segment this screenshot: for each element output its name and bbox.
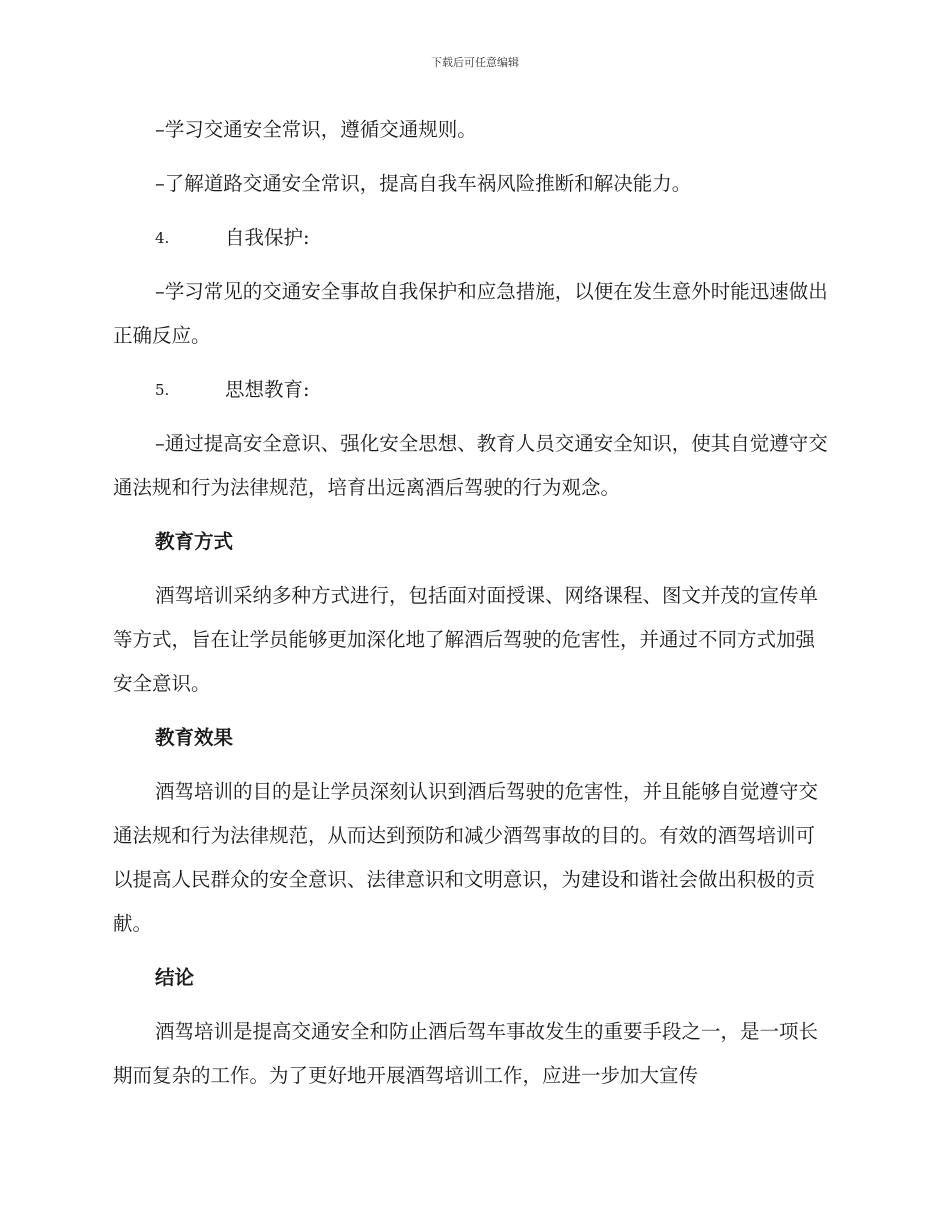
paragraph-ideology: –通过提高安全意识、强化安全思想、教育人员交通安全知识，使其自觉遵守交通法规和行为法律规范，培育出远离酒后驾驶的行为观念。 bbox=[113, 432, 828, 499]
paragraph-road-safety: –了解道路交通安全常识，提高自我车祸风险推断和解决能力。 bbox=[155, 172, 692, 195]
list-item-5 bbox=[113, 368, 833, 412]
list-item-4 bbox=[113, 216, 833, 260]
paragraph-traffic-rules: –学习交通安全常识，遵循交通规则。 bbox=[155, 118, 477, 141]
section-heading-conclusion: 结论 bbox=[155, 966, 195, 989]
paragraph-conclusion: 酒驾培训是提高交通安全和防止酒后驾车事故发生的重要手段之一，是一项长期而复杂的工作。为了更好地开展酒驾培训工作，应进一步加大宣传 bbox=[113, 1020, 819, 1087]
paragraph-effects: 酒驾培训的目的是让学员深刻认识到酒后驾驶的危害性，并且能够自觉遵守交通法规和行为法律规范，从而达到预防和减少酒驾事故的目的。有效的酒驾培训可以提高人民群众的安全意识、法律意识和文明意识，为建设和谐社会做出积极的贡献。 bbox=[113, 780, 819, 935]
page-header: 下载后可任意编辑 bbox=[431, 56, 519, 69]
list-number: 4. bbox=[155, 229, 170, 247]
paragraph-self-protection: –学习常见的交通安全事故自我保护和应急措施，以便在发生意外时能迅速做出正确反应。 bbox=[113, 280, 828, 347]
paragraph-methods: 酒驾培训采纳多种方式进行，包括面对面授课、网络课程、图文并茂的宣传单等方式，旨在让学员能够更加深化地了解酒后驾驶的危害性，并通过不同方式加强安全意识。 bbox=[113, 584, 819, 695]
list-number: 5. bbox=[155, 381, 170, 399]
document-body bbox=[113, 108, 833, 1108]
list-label: 思想教育: bbox=[225, 378, 310, 401]
section-heading-methods: 教育方式 bbox=[155, 530, 234, 553]
section-heading-effects: 教育效果 bbox=[155, 726, 234, 749]
list-label: 自我保护: bbox=[225, 226, 310, 249]
